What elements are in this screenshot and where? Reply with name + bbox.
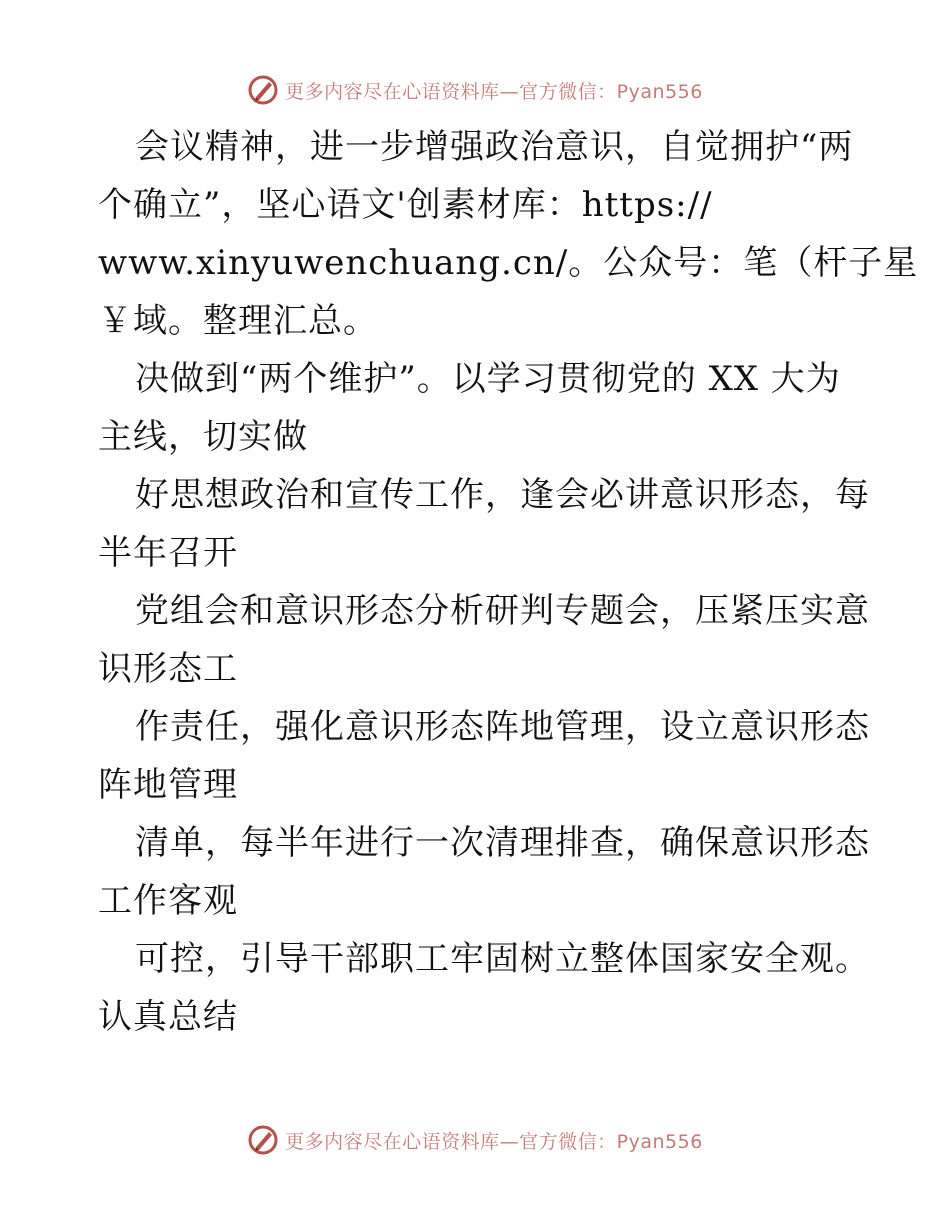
text-line: 可控，引导干部职工牢固树立整体国家安全观。 (135, 939, 870, 979)
header-watermark (0, 70, 950, 110)
text-line: 好思想政治和宣传工作，逢会必讲意识形态，每 (135, 475, 870, 515)
text-line: ￥域。整理汇总。 (98, 301, 378, 341)
pen-logo-icon (247, 1124, 279, 1156)
text-line: 阵地管理 (98, 765, 238, 805)
text-line: 党组会和意识形态分析研判专题会，压紧压实意 (135, 591, 870, 631)
text-line: 主线，切实做 (98, 417, 308, 457)
footer-watermark (0, 1120, 950, 1160)
text-line: 识形态工 (98, 649, 238, 689)
text-line: 个确立”，坚心语文'创素材库：https:// (98, 185, 713, 225)
text-line: 作责任，强化意识形态阵地管理，设立意识形态 (135, 707, 870, 747)
pen-logo-icon (247, 74, 279, 106)
text-line: www.xinyuwenchuang.cn/。公众号：笔（杆子星 (98, 243, 919, 283)
watermark-text: 更多内容尽在心语资料库—官方微信：Pyan556 (285, 80, 703, 103)
text-line: 工作客观 (98, 881, 238, 921)
text-line: 半年召开 (98, 533, 238, 573)
text-line: 会议精神，进一步增强政治意识，自觉拥护“两 (135, 127, 854, 167)
text-line: 决做到“两个维护”。以学习贯彻党的 XX 大为 (135, 359, 841, 399)
text-line: 清单，每半年进行一次清理排查，确保意识形态 (135, 823, 870, 863)
text-line: 认真总结 (98, 997, 238, 1037)
watermark-text: 更多内容尽在心语资料库—官方微信：Pyan556 (285, 1130, 703, 1153)
